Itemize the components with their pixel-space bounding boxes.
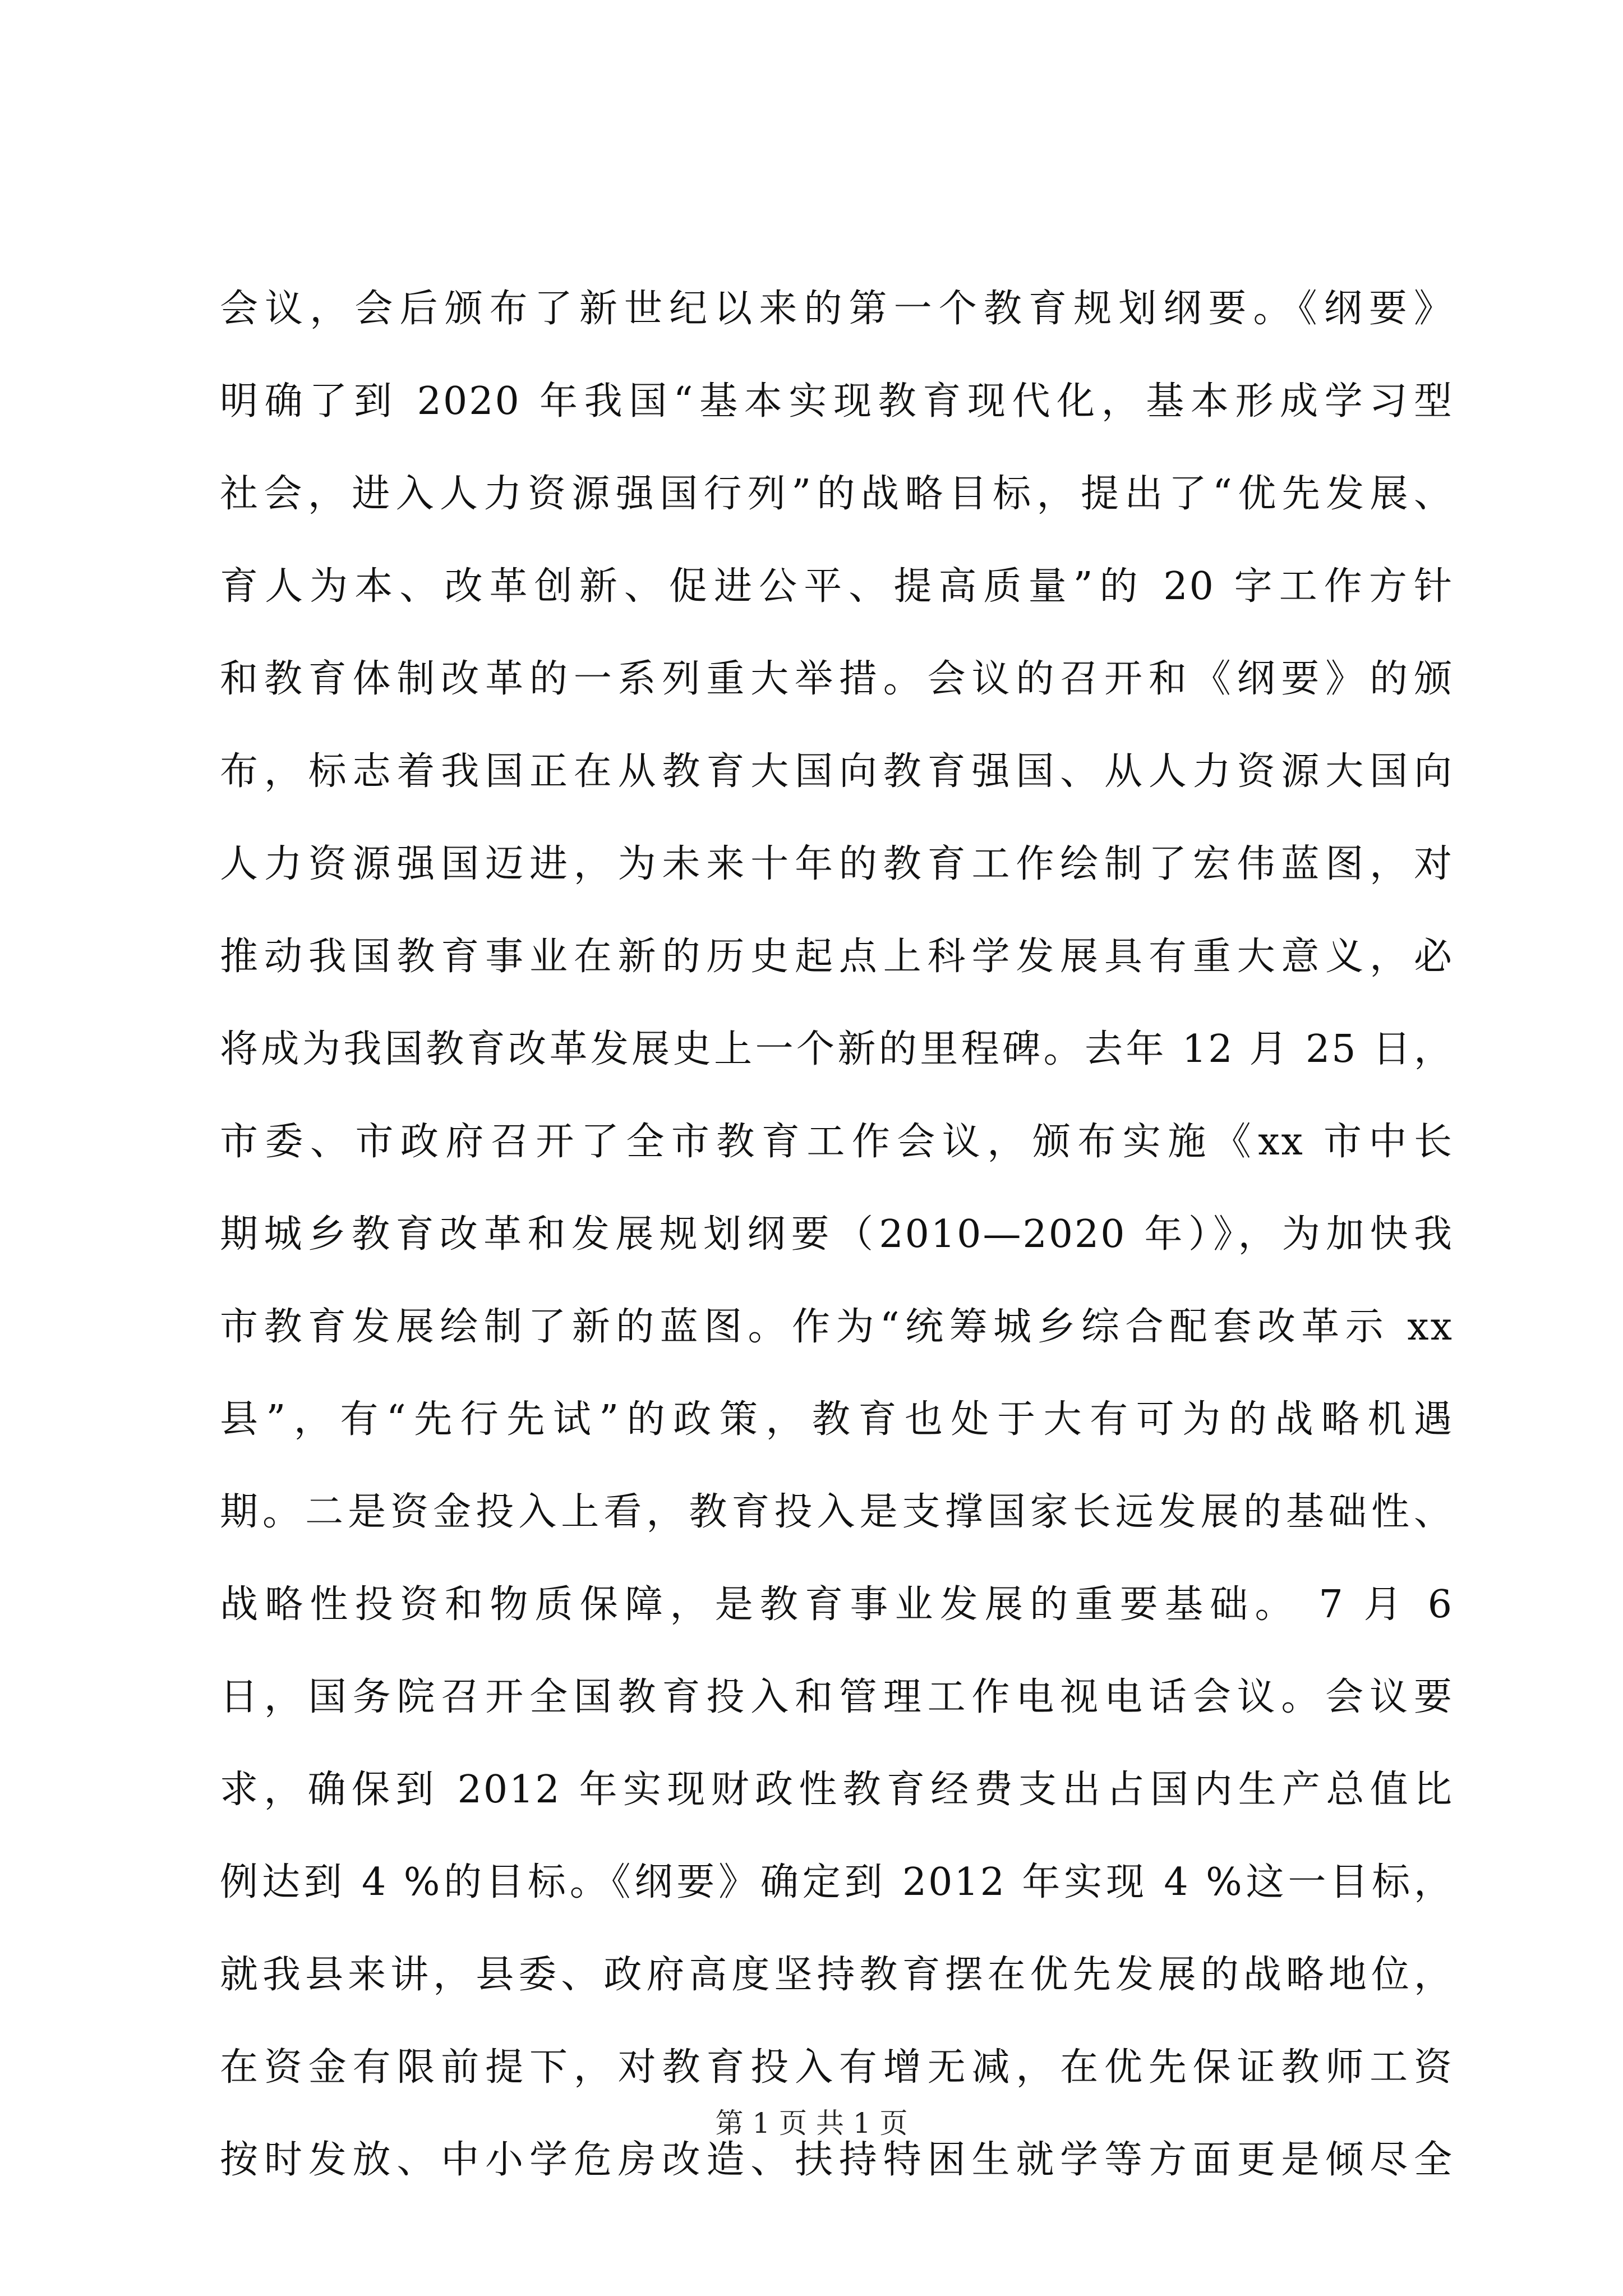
text-line: 期城乡教育改革和发展规划纲要（2010—2020 年）》，为加快我 <box>220 1212 1454 1257</box>
text-line: 求，确保到 2012 年实现财政性教育经费支出占国内生产总值比 <box>220 1768 1454 1812</box>
page-footer <box>0 2106 1623 2140</box>
page-number-label: 第 1 页 共 1 页 <box>715 2107 908 2139</box>
text-line: 县”，有“先行先试”的政策，教育也处于大有可为的战略机遇 <box>220 1397 1454 1442</box>
text-line: 期。二是资金投入上看，教育投入是支撑国家长远发展的基础性、 <box>220 1490 1454 1534</box>
body-text <box>220 263 1454 2206</box>
text-line: 例达到 4 %的目标。《纲要》确定到 2012 年实现 4 %这一目标， <box>220 1860 1454 1904</box>
text-line: 会议，会后颁布了新世纪以来的第一个教育规划纲要。《纲要》 <box>220 287 1454 331</box>
text-line: 将成为我国教育改革发展史上一个新的里程碑。去年 12 月 25 日， <box>220 1027 1454 1071</box>
text-line: 按时发放、中小学危房改造、扶持特困生就学等方面更是倾尽全 <box>220 2138 1454 2182</box>
text-line: 战略性投资和物质保障，是教育事业发展的重要基础。 7 月 6 <box>220 1582 1454 1627</box>
text-line: 人力资源强国迈进，为未来十年的教育工作绘制了宏伟蓝图，对 <box>220 842 1454 886</box>
text-line: 布，标志着我国正在从教育大国向教育强国、从人力资源大国向 <box>220 749 1454 794</box>
text-line: 市委、市政府召开了全市教育工作会议，颁布实施《xx 市中长 <box>220 1120 1454 1164</box>
text-line: 育人为本、改革创新、促进公平、提高质量”的 20 字工作方针 <box>220 564 1454 609</box>
text-line: 社会，进入人力资源强国行列”的战略目标，提出了“优先发展、 <box>220 472 1454 516</box>
text-line: 明确了到 2020 年我国“基本实现教育现代化，基本形成学习型 <box>220 379 1454 424</box>
text-line: 推动我国教育事业在新的历史起点上科学发展具有重大意义，必 <box>220 935 1454 979</box>
text-line: 就我县来讲，县委、政府高度坚持教育摆在优先发展的战略地位， <box>220 1953 1454 1997</box>
text-line: 市教育发展绘制了新的蓝图。作为“统筹城乡综合配套改革示 xx <box>220 1305 1454 1349</box>
text-line: 在资金有限前提下，对教育投入有增无减，在优先保证教师工资 <box>220 2045 1454 2090</box>
text-line: 和教育体制改革的一系列重大举措。会议的召开和《纲要》的颁 <box>220 657 1454 701</box>
text-line: 日，国务院召开全国教育投入和管理工作电视电话会议。会议要 <box>220 1675 1454 1719</box>
